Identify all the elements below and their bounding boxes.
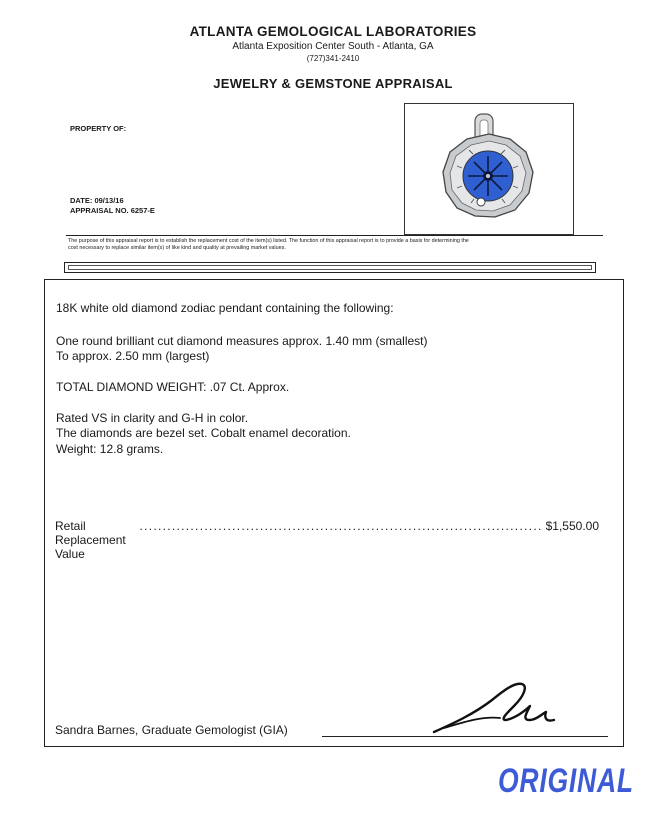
appraisal-number-label: APPRAISAL NO. bbox=[70, 206, 129, 215]
retail-replacement-amount: $1,550.00 bbox=[545, 519, 599, 533]
date-row bbox=[70, 196, 124, 205]
leader-dots: ....................................................................................... bbox=[139, 519, 543, 533]
disclaimer-rule bbox=[66, 235, 603, 236]
disclaimer-line: The purpose of this appraisal report is to establish the replacement cost of the item(s) listed. The function of this appraisal report is to provide a basis for determining the bbox=[68, 238, 469, 244]
appraisal-number-value: 6257-E bbox=[130, 206, 155, 215]
retail-replacement-row bbox=[55, 519, 599, 561]
handwritten-signature bbox=[430, 676, 560, 738]
clarity-color: Rated VS in clarity and G-H in color. bbox=[56, 411, 249, 425]
property-of-label: PROPERTY OF: bbox=[70, 124, 127, 133]
disclaimer-text bbox=[68, 238, 602, 252]
document-title: JEWELRY & GEMSTONE APPRAISAL bbox=[213, 76, 453, 91]
retail-replacement-label: Retail Replacement Value bbox=[55, 519, 126, 561]
item-intro: 18K white old diamond zodiac pendant containing the following: bbox=[56, 301, 394, 315]
decorative-band-inner bbox=[68, 265, 592, 270]
appraiser-name: Sandra Barnes, Graduate Gemologist (GIA) bbox=[55, 723, 288, 737]
diamond-measure-line1: One round brilliant cut diamond measures approx. 1.40 mm (smallest) bbox=[56, 334, 428, 348]
diamond-measure-line2: To approx. 2.50 mm (largest) bbox=[56, 349, 210, 363]
zodiac-pendant-image bbox=[405, 104, 573, 234]
lab-phone: (727)341-2410 bbox=[306, 54, 360, 63]
appraisal-number-row bbox=[70, 206, 155, 215]
date-value: 09/13/16 bbox=[94, 196, 124, 205]
disclaimer-line: cost necessary to replace similar item(s) of like kind and quality at prevailing market values. bbox=[68, 245, 286, 251]
lab-name: ATLANTA GEMOLOGICAL LABORATORIES bbox=[189, 24, 477, 39]
setting-description: The diamonds are bezel set. Cobalt enamel decoration. bbox=[56, 426, 351, 440]
item-photo bbox=[404, 103, 574, 235]
total-diamond-weight: TOTAL DIAMOND WEIGHT: .07 Ct. Approx. bbox=[56, 380, 290, 394]
original-stamp: ORIGINAL bbox=[498, 762, 634, 800]
lab-address: Atlanta Exposition Center South - Atlanta, GA bbox=[232, 41, 434, 52]
item-weight: Weight: 12.8 grams. bbox=[56, 442, 164, 456]
date-label: DATE: bbox=[70, 196, 93, 205]
